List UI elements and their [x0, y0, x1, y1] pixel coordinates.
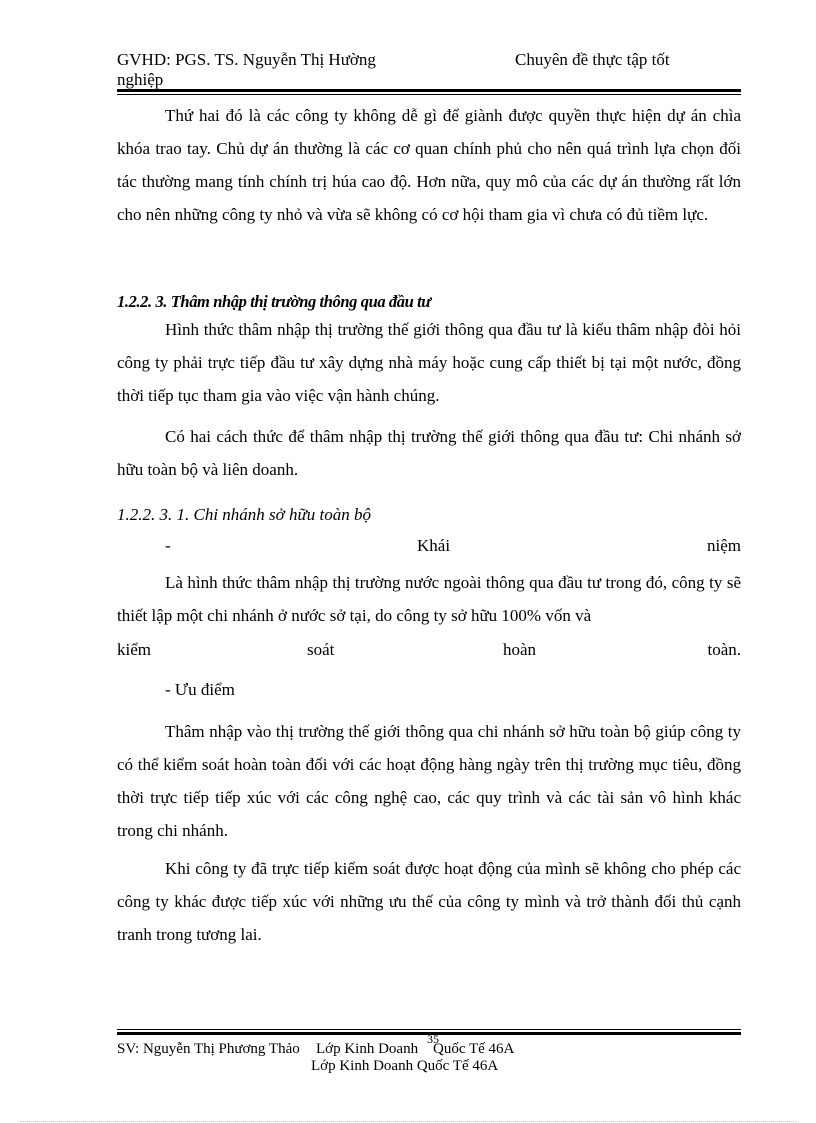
concept-word-1: Khái: [417, 536, 451, 555]
header-supervisor: GVHD: PGS. TS. Nguyễn Thị Hường: [117, 50, 376, 69]
paragraph-5: Thâm nhập vào thị trường thế giới thông qua chi nhánh sở hữu toàn bộ giúp công ty có thể kiểm soát hoàn toàn đối với các hoạt động hàng ngày trên thị trường mục tiêu, đồng thời trực tiếp tiếp xúc với các công nghệ cao, các quy trình và các tài sản vô hình khác trong chi nhánh.: [117, 722, 741, 840]
concept-word-2: niệm: [707, 536, 741, 555]
header-rule-thick: [117, 89, 741, 92]
advantages-label: - Ưu điểm: [165, 680, 235, 699]
footer-class-overlap-tail: Quốc Tế 46A: [433, 1041, 515, 1057]
paragraph-3: Có hai cách thức để thâm nhập thị trường thế giới thông qua đầu tư: Chi nhánh sở hữu toàn bộ và liên doanh.: [117, 427, 741, 479]
section-heading-investment: 1.2.2. 3. Thâm nhập thị trường thông qua đầu tư: [117, 292, 431, 311]
header-report-title: Chuyên đề thực tập tốt: [515, 50, 670, 69]
p4-word-3: hoàn: [503, 640, 537, 659]
p4-word-4: toàn.: [707, 640, 741, 659]
footer-student: SV: Nguyễn Thị Phương Thảo: [117, 1041, 300, 1057]
page-edge-dotted-line: [20, 1121, 796, 1122]
paragraph-6: Khi công ty đã trực tiếp kiểm soát được hoạt động của mình sẽ không cho phép các công ty khác được tiếp xúc với những ưu thế của công ty mình và trở thành đối thủ cạnh tranh trong tương lai.: [117, 859, 741, 944]
footer-class: Lớp Kinh Doanh Quốc Tế 46A: [311, 1058, 499, 1074]
concept-dash: -: [165, 536, 171, 555]
paragraph-4: Là hình thức thâm nhập thị trường nước ngoài thông qua đầu tư trong đó, công ty sẽ thiết lập một chi nhánh ở nước sở tại, do công ty sở hữu 100% vốn và: [117, 573, 741, 625]
footer-rule-thin: [117, 1029, 741, 1030]
header-rule-thin: [117, 94, 741, 95]
header-report-title-wrap: nghiệp: [117, 70, 164, 89]
paragraph-1: Thứ hai đó là các công ty không dễ gì để giành được quyền thực hiện dự án chìa khóa trao tay. Chủ dự án thường là các cơ quan chính phủ cho nên quá trình lựa chọn đối tác thường mang tính chính trị húa cao độ. Hơn nữa, quy mô của các dự án thường rất lớn cho nên những công ty nhỏ và vừa sẽ không có cơ hội tham gia vì chưa có đủ tiềm lực.: [117, 106, 741, 224]
p4-word-2: soát: [307, 640, 335, 659]
paragraph-2: Hình thức thâm nhập thị trường thế giới thông qua đầu tư là kiểu thâm nhập đòi hỏi công ty phải trực tiếp đầu tư xây dựng nhà máy hoặc cung cấp thiết bị tại một nước, đồng thời tiếp tục tham gia vào việc vận hành chúng.: [117, 320, 741, 405]
subsection-heading-subsidiary: 1.2.2. 3. 1. Chi nhánh sở hữu toàn bộ: [117, 505, 371, 524]
p4-word-1: kiểm: [117, 640, 151, 659]
paragraph-4-last-line: [117, 640, 741, 662]
concept-line: [117, 536, 741, 558]
footer-class-overlap: Lớp Kinh Doanh: [316, 1041, 419, 1057]
page-number: 35: [427, 1032, 439, 1046]
